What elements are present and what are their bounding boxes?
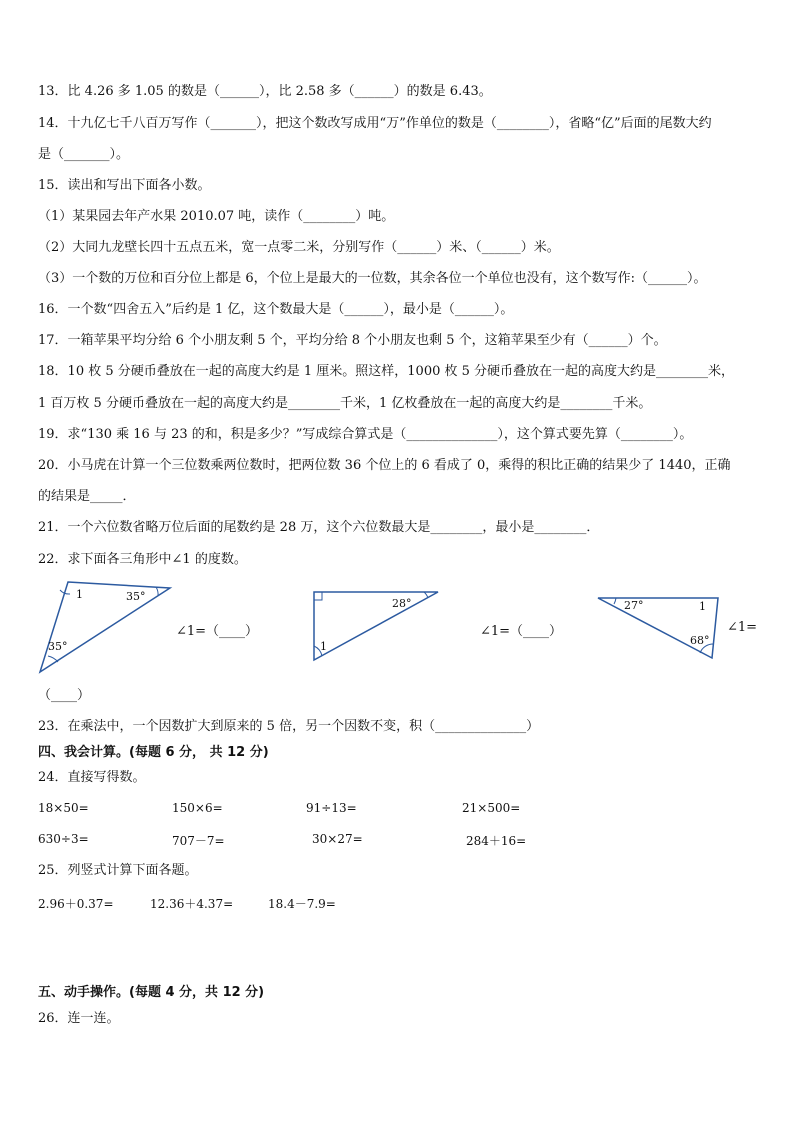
triangle-1-angle-label: 35° <box>126 590 146 603</box>
calc-item: 284＋16= <box>466 834 527 848</box>
question-22-tail: （____） <box>38 688 91 703</box>
question-23: 23．在乘法中，一个因数扩大到原来的 5 倍，另一个因数不变，积（______________） <box>38 719 540 734</box>
question-15-3: （3）一个数的万位和百分位上都是 6，个位上是最大的一位数，其余各位一个单位也没有，这个数写作:（______）。 <box>38 271 707 286</box>
triangle-3-answer: ∠1= <box>727 620 758 635</box>
calc-item: 18.4－7.9= <box>268 897 336 911</box>
question-16: 16．一个数“四舍五入”后约是 1 亿，这个数最大是（______），最小是（______）。 <box>38 302 514 317</box>
triangle-1-angle-label: 35° <box>48 640 68 653</box>
question-21: 21．一个六位数省略万位后面的尾数约是 28 万，这个六位数最大是________，最小是________． <box>38 520 600 535</box>
question-18-line2: 1 百万枚 5 分硬币叠放在一起的高度大约是________千米，1 亿枚叠放在一起的高度大约是________千米。 <box>38 396 652 411</box>
triangle-2-angle-label: 1 <box>320 640 327 653</box>
calc-item: 2.96＋0.37= <box>38 897 114 911</box>
triangle-1-answer: ∠1=（____） <box>176 624 259 639</box>
calc-item: 18×50= <box>38 801 89 815</box>
triangle-3-angle-label: 1 <box>699 600 706 613</box>
calc-item: 630÷3= <box>38 832 89 846</box>
triangle-3-angle-label: 27° <box>624 599 644 612</box>
calc-item: 21×500= <box>462 801 521 815</box>
question-19: 19．求“130 乘 16 与 23 的和，积是多少？”写成综合算式是（______________），这个算式要先算（________）。 <box>38 427 693 442</box>
question-26: 26．连一连。 <box>38 1011 120 1026</box>
calc-item: 150×6= <box>172 801 223 815</box>
question-22: 22．求下面各三角形中∠1 的度数。 <box>38 552 247 567</box>
question-15-1: （1）某果园去年产水果 2010.07 吨，读作（________）吨。 <box>38 209 395 224</box>
question-17: 17．一箱苹果平均分给 6 个小朋友剩 5 个，平均分给 8 个小朋友也剩 5 个，这箱苹果至少有（______）个。 <box>38 333 667 348</box>
triangle-2-answer: ∠1=（____） <box>480 624 563 639</box>
question-20-line1: 20．小马虎在计算一个三位数乘两位数时，把两位数 36 个位上的 6 看成了 0，乘得的积比正确的结果少了 1440，正确 <box>38 458 731 473</box>
question-20-line2: 的结果是_____． <box>38 489 136 504</box>
question-15-2: （2）大同九龙壁长四十五点五米，宽一点零二米，分别写作（______）米、（______）米。 <box>38 240 560 255</box>
question-14-line2: 是（_______）。 <box>38 147 130 162</box>
triangle-1-angle-label: 1 <box>76 588 83 601</box>
question-18-line1: 18．10 枚 5 分硬币叠放在一起的高度大约是 1 厘米。照这样，1000 枚 5 分硬币叠放在一起的高度大约是________米， <box>38 364 735 379</box>
question-24: 24．直接写得数。 <box>38 770 146 785</box>
calc-item: 12.36＋4.37= <box>150 897 234 911</box>
triangle-2-angle-label: 28° <box>392 597 412 610</box>
triangle-1-figure <box>36 578 176 678</box>
section-5-heading: 五、动手操作。(每题 4 分，共 12 分) <box>38 985 265 1000</box>
section-4-heading: 四、我会计算。(每题 6 分， 共 12 分) <box>38 745 269 760</box>
calc-item: 91÷13= <box>306 801 357 815</box>
calc-item: 707－7= <box>172 834 225 848</box>
question-15: 15．读出和写出下面各小数。 <box>38 178 211 193</box>
question-25: 25．列竖式计算下面各题。 <box>38 863 198 878</box>
triangle-3-angle-label: 68° <box>690 634 710 647</box>
question-13: 13．比 4.26 多 1.05 的数是（______），比 2.58 多（______）的数是 6.43。 <box>38 84 492 99</box>
triangle-3-figure <box>594 592 724 662</box>
calc-item: 30×27= <box>312 832 363 846</box>
question-14-line1: 14．十九亿七千八百万写作（_______），把这个数改写成用“万”作单位的数是（________），省略“亿”后面的尾数大约 <box>38 116 712 131</box>
triangle-2-figure <box>310 588 442 664</box>
